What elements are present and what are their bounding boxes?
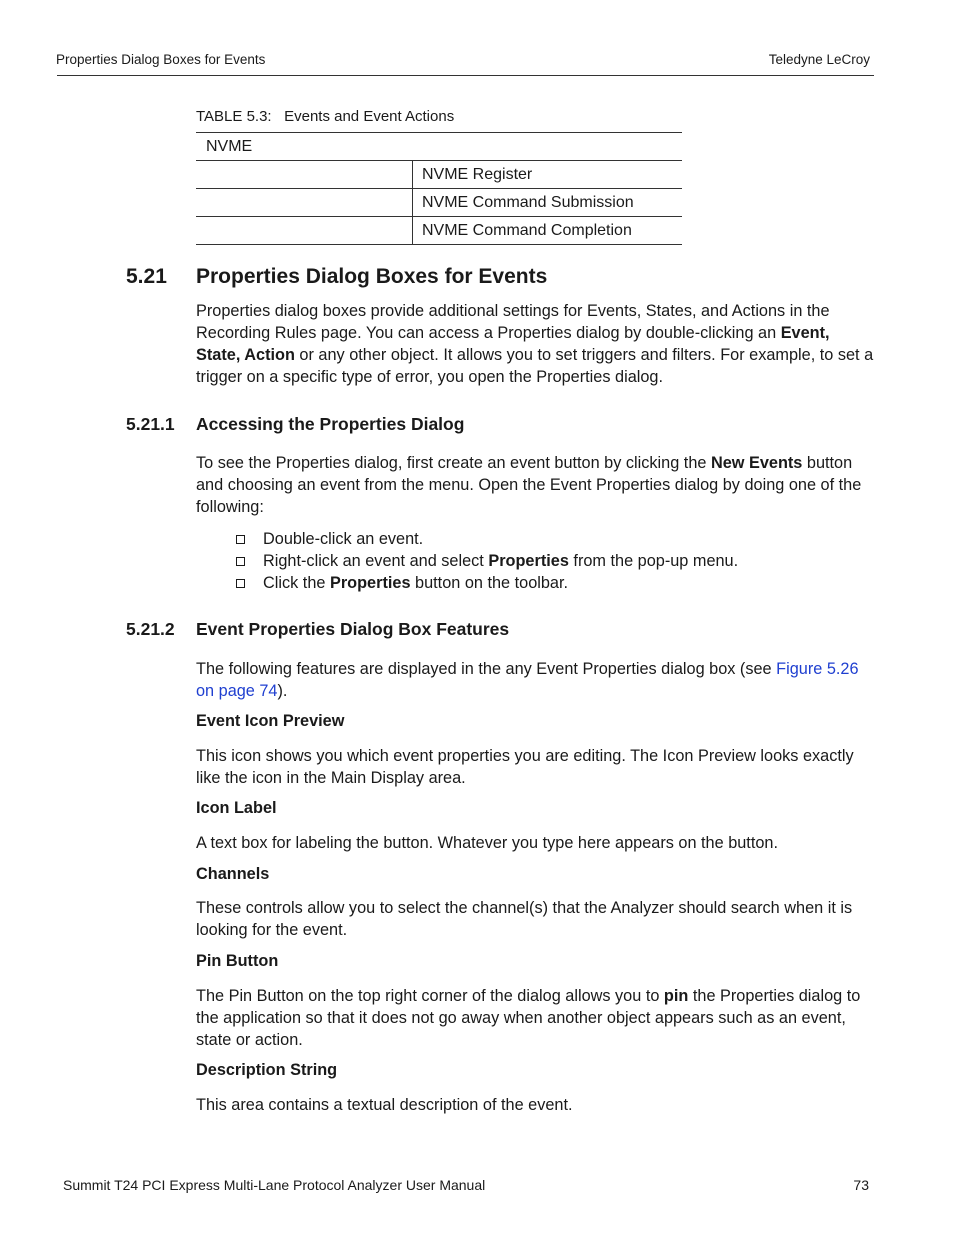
- running-header-right: Teledyne LeCroy: [768, 52, 870, 67]
- text-run: To see the Properties dialog, first create an event button by clicking the: [196, 454, 711, 472]
- bold-run: Properties: [329, 574, 411, 592]
- text-run: from the pop-up menu.: [568, 552, 739, 570]
- subsection-number: 5.21.2: [126, 619, 175, 639]
- feature-heading: Description String: [196, 1061, 338, 1079]
- access-steps-list: [236, 528, 738, 594]
- table-row: [196, 217, 682, 245]
- table-row: [196, 161, 682, 189]
- access-paragraph: [196, 452, 876, 518]
- feature-description: This icon shows you which event properties you are editing. The Icon Preview looks exactly like the icon in the Main Display area.: [196, 747, 854, 787]
- text-run: ).: [277, 682, 288, 700]
- checkbox-bullet-icon: [236, 579, 245, 588]
- list-item: [236, 572, 738, 594]
- feature-description: These controls allow you to select the channel(s) that the Analyzer should search when it is looking for the event.: [196, 899, 853, 939]
- bold-run: Properties: [488, 552, 569, 570]
- table-group-cell: NVME: [196, 133, 682, 161]
- bold-run: Event, State, Action: [196, 324, 830, 364]
- text-run: Click the: [263, 574, 330, 592]
- subsection-title: Accessing the Properties Dialog: [196, 414, 465, 434]
- footer-manual-title: Summit T24 PCI Express Multi-Lane Protocol Analyzer User Manual: [63, 1177, 486, 1193]
- table-caption: TABLE 5.3: Events and Event Actions: [196, 108, 455, 125]
- section-intro-paragraph: [196, 300, 876, 388]
- text-run: Double-click an event.: [263, 530, 424, 548]
- text-run: the Properties dialog to the application so that it does not go away when another object appears such as an event, state or action.: [196, 987, 861, 1049]
- text-run: The following features are displayed in the any Event Properties dialog box (see: [196, 660, 777, 678]
- features-intro-paragraph: [196, 658, 876, 702]
- table-cell: NVME Command Completion: [413, 217, 683, 245]
- text-run: Right-click an event and select: [263, 552, 489, 570]
- bold-run: pin: [663, 987, 689, 1005]
- page-number: 73: [853, 1177, 869, 1193]
- text-run: or any other object. It allows you to set triggers and filters. For example, to set a trigger on a specific type of error, you open the Properties dialog.: [196, 346, 874, 386]
- section-number: 5.21: [126, 265, 167, 288]
- text-run: button on the toolbar.: [410, 574, 569, 592]
- table-row: [196, 133, 682, 161]
- subsection-title: Event Properties Dialog Box Features: [196, 619, 510, 639]
- checkbox-bullet-icon: [236, 535, 245, 544]
- list-item: [236, 550, 738, 572]
- feature-heading: Icon Label: [196, 799, 277, 817]
- feature-heading: Pin Button: [196, 952, 279, 970]
- feature-heading: Event Icon Preview: [196, 712, 345, 730]
- feature-description: This area contains a textual description of the event.: [196, 1096, 573, 1114]
- bold-run: New Events: [710, 454, 803, 472]
- text-run: button and choosing an event from the menu. Open the Event Properties dialog by doing one of the following:: [196, 454, 862, 516]
- feature-heading: Channels: [196, 865, 270, 883]
- table-cell: NVME Register: [413, 161, 683, 189]
- table-row: [196, 189, 682, 217]
- checkbox-bullet-icon: [236, 557, 245, 566]
- figure-link[interactable]: Figure 5.26 on page 74: [196, 660, 859, 700]
- events-table: [196, 132, 682, 245]
- table-empty-cell: [196, 189, 413, 217]
- feature-description: A text box for labeling the button. Whatever you type here appears on the button.: [196, 834, 778, 852]
- table-cell: NVME Command Submission: [413, 189, 683, 217]
- header-rule: [57, 75, 874, 76]
- section-title: Properties Dialog Boxes for Events: [196, 265, 548, 288]
- table-empty-cell: [196, 217, 413, 245]
- text-run: Properties dialog boxes provide additional settings for Events, States, and Actions in the Recording Rules page. You can access a Properties dialog by double-clicking an: [196, 302, 830, 342]
- table-empty-cell: [196, 161, 413, 189]
- list-item: [236, 528, 738, 550]
- subsection-number: 5.21.1: [126, 414, 175, 434]
- feature-description: [196, 985, 876, 1051]
- running-header-left: Properties Dialog Boxes for Events: [56, 52, 266, 67]
- text-run: The Pin Button on the top right corner of the dialog allows you to: [196, 987, 664, 1005]
